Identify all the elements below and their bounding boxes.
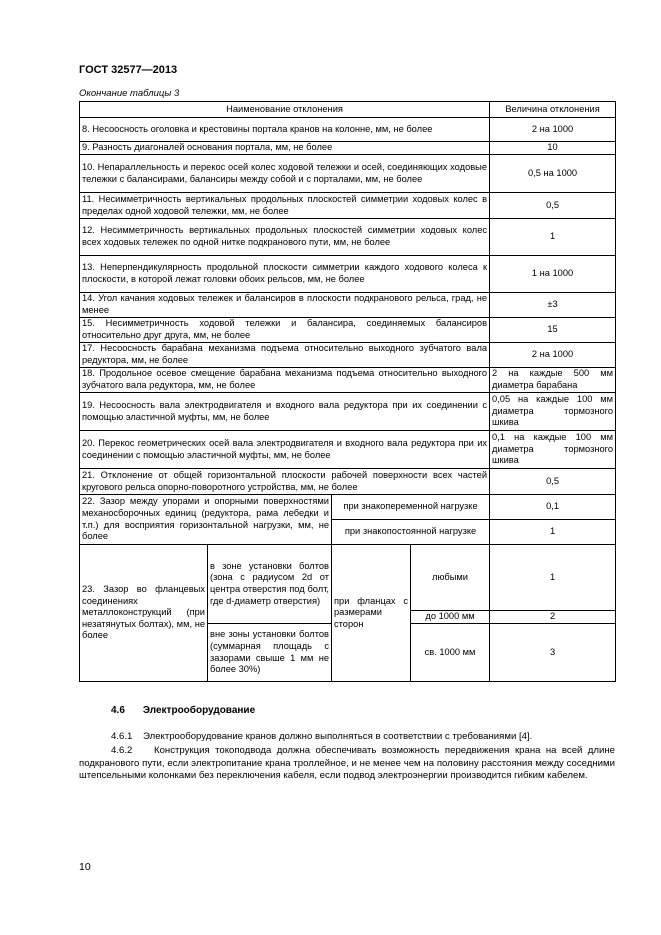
deviation-name: 10. Непараллельность и перекос осей колес ходовой тележки и осей, соединяющих ходовые тележки с балансирами, балансиры между собой и с порталами, мм, не более — [80, 155, 490, 193]
size-label: любыми — [411, 545, 490, 611]
deviation-value: 15 — [490, 318, 616, 343]
deviation-value: 1 — [490, 545, 616, 611]
section-title — [111, 705, 255, 716]
deviation-value: 0,5 на 1000 — [490, 155, 616, 193]
section-heading: Электрооборудование — [142, 705, 256, 716]
deviation-name: 18. Продольное осевое смещение барабана механизма подъема относительно выходного зубчатого вала редуктора, мм, не более — [80, 368, 490, 393]
deviation-name: 12. Несимметричность вертикальных продольных плоскостей симметрии ходовых колес всех ходовых тележек по одной нитке подкранового пути, мм, не более — [80, 219, 490, 256]
table-row — [80, 545, 616, 611]
deviation-name: 15. Несимметричность ходовой тележки и балансира, соединяемых балансиров относительно друг друга, мм, не более — [80, 318, 490, 343]
paragraph-4-6-2 — [79, 745, 615, 783]
size-label: до 1000 мм — [411, 611, 490, 624]
table-row — [80, 155, 616, 193]
page-number: 10 — [79, 861, 91, 873]
table-row — [80, 393, 616, 431]
paragraph-4-6-1 — [79, 731, 615, 744]
section-number: 4.6 — [111, 705, 125, 716]
document-header: ГОСТ 32577—2013 — [79, 64, 178, 76]
deviation-name: 20. Перекос геометрических осей вала электродвигателя и входного вала редуктора при их соединении с помощью эластичной муфты, мм, не более — [80, 431, 490, 469]
deviation-name: 22. Зазор между упорами и опорными поверхностями механосборочных единиц (редуктора, рама лебедки и т.п.) для восприятия горизонтальной нагрузки, мм, не более — [80, 495, 332, 545]
deviation-name: 21. Отклонение от общей горизонтальной плоскости рабочей поверхности всех частей кругового рельса опорно-поворотного устройства, мм, не более — [80, 469, 490, 495]
table-row — [80, 142, 616, 155]
table-caption: Окончание таблицы 3 — [79, 88, 180, 99]
deviation-value: 0,5 — [490, 193, 616, 219]
condition-label: при знакопостоянной нагрузке — [332, 520, 490, 545]
deviation-value: 2 на 1000 — [490, 118, 616, 142]
deviation-name: 11. Несимметричность вертикальных продольных плоскостей симметрии ходовых колес в пределах одной ходовой тележки, мм, не более — [80, 193, 490, 219]
deviation-value: 0,05 на каждые 100 мм диаметра тормозного шкива — [490, 393, 616, 431]
deviation-name: 14. Угол качания ходовых тележек и балансиров в плоскости подкранового рельса, град, не менее — [80, 293, 490, 318]
deviation-value: ±3 — [490, 293, 616, 318]
deviation-value: 1 — [490, 520, 616, 545]
deviation-value: 10 — [490, 142, 616, 155]
table-row — [80, 495, 616, 520]
condition-label: при знакопеременной нагрузке — [332, 495, 490, 520]
table-row — [80, 318, 616, 343]
deviation-name: 19. Несоосность вала электродвигателя и входного вала редуктора при их соединении с помощью эластичной муфты, мм, не более — [80, 393, 490, 431]
deviation-name: 13. Неперпендикулярность продольной плоскости симметрии каждого ходового колеса к плоскости, в которой лежат головки обоих рельсов, мм, не более — [80, 256, 490, 293]
table-row — [80, 219, 616, 256]
deviation-value: 0,5 — [490, 469, 616, 495]
zone-label: вне зоны установки болтов (суммарная площадь с зазорами свыше 1 мм не более 30%) — [208, 624, 332, 682]
deviation-value: 2 на каждые 500 мм диаметра барабана — [490, 368, 616, 393]
column-header-name: Наименование отклонения — [80, 102, 490, 118]
table-row — [80, 118, 616, 142]
deviation-value: 3 — [490, 624, 616, 682]
flange-label: при фланцах с размерами сторон — [332, 545, 411, 682]
table-header-row — [80, 102, 616, 118]
column-header-value: Величина отклонения — [490, 102, 616, 118]
table-row — [80, 193, 616, 219]
deviation-value: 2 на 1000 — [490, 343, 616, 368]
deviation-name: 17. Несоосность барабана механизма подъема относительно выходного зубчатого вала редуктора, мм, не более — [80, 343, 490, 368]
table-row — [80, 368, 616, 393]
deviation-name: 23. Зазор во фланцевых соединениях металлоконструкций (при незатянутых болтах), мм, не более — [80, 545, 208, 682]
deviation-value: 1 — [490, 219, 616, 256]
table-row — [80, 293, 616, 318]
paragraph-number: 4.6.2 — [111, 745, 133, 756]
paragraph-text: Электрооборудование кранов должно выполняться в соответствии с требованиями [4]. — [143, 731, 533, 742]
table-row — [80, 343, 616, 368]
deviation-name: 8. Несоосность оголовка и крестовины портала кранов на колонне, мм, не более — [80, 118, 490, 142]
deviation-value: 0,1 — [490, 495, 616, 520]
deviation-value: 2 — [490, 611, 616, 624]
deviation-table — [79, 101, 616, 682]
table-row — [80, 469, 616, 495]
deviation-value: 0,1 на каждые 100 мм диаметра тормозного шкива — [490, 431, 616, 469]
zone-label: в зоне установки болтов (зона с радиусом 2d от центра отверстия под болт, где d-диаметр отверстия) — [208, 545, 332, 624]
deviation-name: 9. Разность диагоналей основания портала, мм, не более — [80, 142, 490, 155]
paragraph-text: Конструкция токоподвода должна обеспечивать возможность передвижения крана на всей длине подкранового пути, если электропитание крана троллейное, и не менее чем на половину расстояния между соседними штепсельными колонками без переключения кабеля, если подвод электроэнергии производится гибким кабелем. — [79, 745, 615, 782]
table-row — [80, 256, 616, 293]
table-row — [80, 431, 616, 469]
paragraph-number: 4.6.1 — [111, 731, 133, 742]
size-label: св. 1000 мм — [411, 624, 490, 682]
deviation-value: 1 на 1000 — [490, 256, 616, 293]
